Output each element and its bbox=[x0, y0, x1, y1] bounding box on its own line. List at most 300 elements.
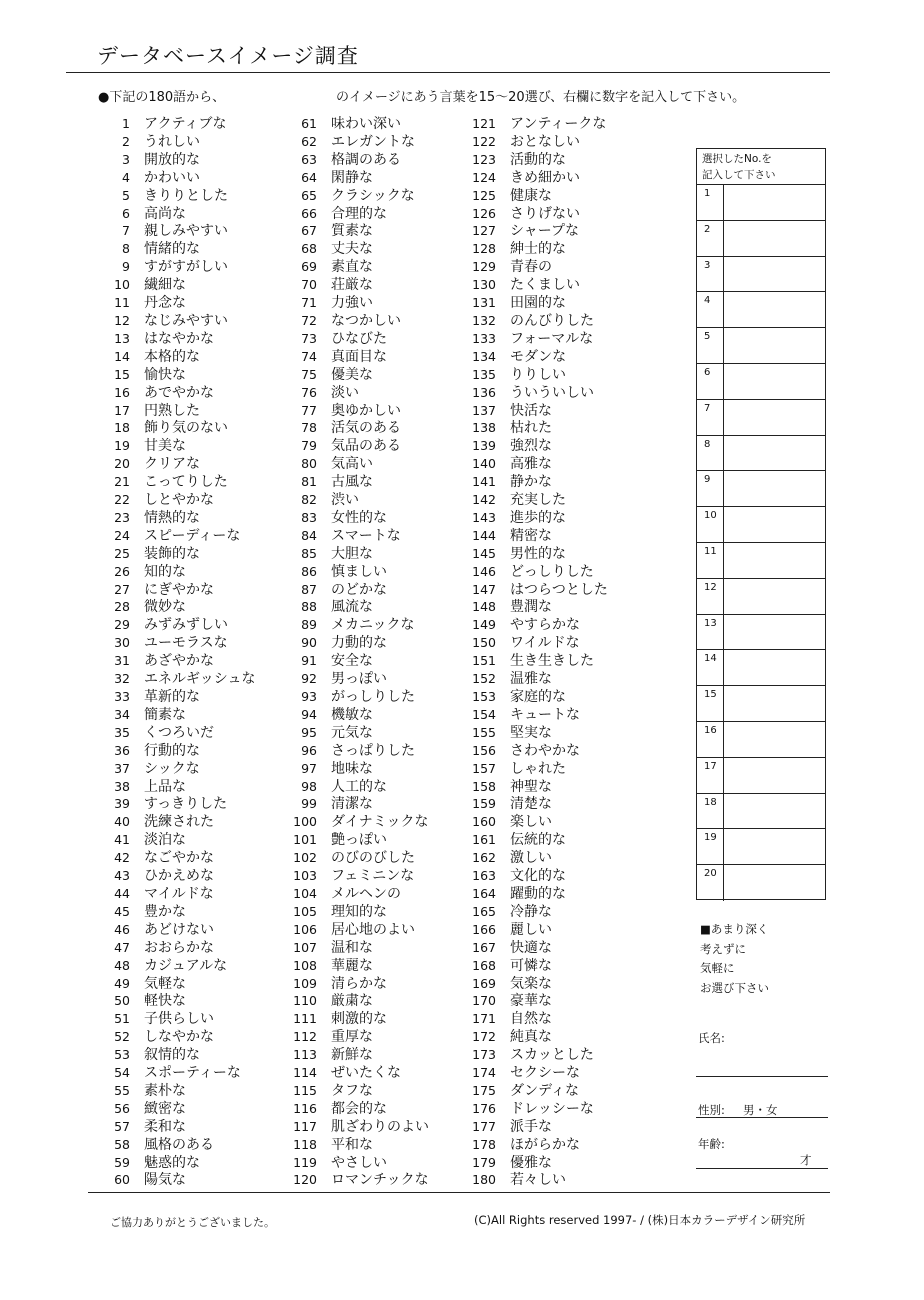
word-number: 179 bbox=[472, 1154, 496, 1170]
word-text: 文化的な bbox=[510, 868, 566, 885]
word-number: 82 bbox=[301, 492, 317, 508]
word-text: 温和な bbox=[331, 939, 373, 956]
word-item bbox=[466, 205, 608, 223]
word-text: カジュアルな bbox=[144, 957, 228, 974]
word-item bbox=[100, 1046, 255, 1064]
word-number: 159 bbox=[472, 796, 496, 812]
note-line-1: ■あまり深く bbox=[700, 922, 769, 936]
word-item bbox=[100, 527, 255, 545]
word-text: 活動的な bbox=[510, 151, 566, 168]
word-text: 元気な bbox=[331, 724, 373, 741]
word-number: 105 bbox=[293, 903, 317, 919]
answer-row-number: 2 bbox=[697, 221, 724, 256]
answer-input-cell[interactable] bbox=[724, 686, 825, 721]
answer-input-cell[interactable] bbox=[724, 400, 825, 435]
word-item bbox=[285, 1154, 429, 1172]
word-item bbox=[100, 903, 255, 921]
word-item bbox=[285, 545, 429, 563]
answer-row-number: 18 bbox=[697, 794, 724, 829]
answer-row-number: 11 bbox=[697, 543, 724, 578]
answer-row-number: 6 bbox=[697, 364, 724, 399]
word-item bbox=[466, 688, 608, 706]
word-item bbox=[100, 634, 255, 652]
word-number: 41 bbox=[114, 832, 130, 848]
word-item bbox=[285, 455, 429, 473]
word-number: 19 bbox=[114, 438, 130, 454]
gender-field bbox=[696, 1117, 828, 1118]
word-text: ダイナミックな bbox=[331, 814, 429, 831]
answer-input-cell[interactable] bbox=[724, 364, 825, 399]
word-text: 円熟した bbox=[144, 402, 200, 419]
word-text: 厳粛な bbox=[331, 993, 373, 1010]
answer-input-cell[interactable] bbox=[724, 650, 825, 685]
word-item bbox=[285, 957, 429, 975]
word-number: 21 bbox=[114, 474, 130, 490]
word-item bbox=[466, 652, 608, 670]
word-text: しゃれた bbox=[510, 760, 566, 777]
word-item bbox=[100, 724, 255, 742]
word-number: 55 bbox=[114, 1082, 130, 1098]
age-field[interactable] bbox=[696, 1168, 828, 1169]
word-item bbox=[466, 760, 608, 778]
word-number: 113 bbox=[293, 1047, 317, 1063]
word-number: 6 bbox=[122, 205, 130, 221]
word-text: 力動的な bbox=[331, 635, 387, 652]
answer-input-cell[interactable] bbox=[724, 185, 825, 220]
word-item bbox=[285, 831, 429, 849]
name-field[interactable] bbox=[696, 1076, 828, 1077]
word-text: 丈夫な bbox=[331, 241, 373, 258]
word-number: 110 bbox=[293, 993, 317, 1009]
word-item bbox=[285, 205, 429, 223]
answer-row bbox=[697, 865, 825, 901]
word-text: きりりとした bbox=[144, 187, 228, 204]
word-item bbox=[285, 992, 429, 1010]
answer-input-cell[interactable] bbox=[724, 722, 825, 757]
word-item bbox=[466, 975, 608, 993]
word-text: 簡素な bbox=[144, 706, 186, 723]
word-text: 刺激的な bbox=[331, 1011, 387, 1028]
word-text: さっぱりした bbox=[331, 742, 415, 759]
answer-input-cell[interactable] bbox=[724, 507, 825, 542]
word-text: 枯れた bbox=[510, 420, 552, 437]
word-text: アンティークな bbox=[510, 116, 607, 132]
word-item bbox=[285, 1028, 429, 1046]
answer-input-cell[interactable] bbox=[724, 221, 825, 256]
word-item bbox=[466, 849, 608, 867]
word-number: 14 bbox=[114, 348, 130, 364]
word-number: 95 bbox=[301, 724, 317, 740]
word-number: 132 bbox=[472, 312, 496, 328]
word-text: はなやかな bbox=[144, 330, 214, 347]
word-text: 激しい bbox=[510, 850, 552, 867]
word-number: 141 bbox=[472, 474, 496, 490]
answer-row bbox=[697, 686, 825, 722]
word-item bbox=[100, 795, 255, 813]
word-text: 力強い bbox=[331, 295, 373, 312]
word-item bbox=[285, 312, 429, 330]
word-number: 121 bbox=[472, 116, 496, 131]
word-text: 可憐な bbox=[510, 957, 552, 974]
word-text: やさしい bbox=[331, 1154, 387, 1171]
word-item bbox=[466, 742, 608, 760]
word-number: 130 bbox=[472, 277, 496, 293]
word-text: キュートな bbox=[510, 706, 580, 723]
word-item bbox=[285, 509, 429, 527]
note-line-4: お選び下さい bbox=[700, 980, 769, 995]
answer-row-number: 3 bbox=[697, 257, 724, 292]
word-text: 理知的な bbox=[331, 903, 387, 920]
word-item bbox=[466, 384, 608, 402]
word-text: うれしい bbox=[144, 133, 200, 150]
word-number: 156 bbox=[472, 742, 496, 758]
word-text: 人工的な bbox=[331, 778, 387, 795]
word-text: 素直な bbox=[331, 259, 373, 276]
word-text: 真面目な bbox=[331, 348, 387, 365]
word-number: 127 bbox=[472, 223, 496, 239]
word-item bbox=[285, 240, 429, 258]
answer-box bbox=[696, 148, 826, 900]
word-item bbox=[285, 1064, 429, 1082]
answer-row bbox=[697, 328, 825, 364]
word-number: 12 bbox=[114, 312, 130, 328]
answer-input-cell[interactable] bbox=[724, 543, 825, 578]
word-number: 131 bbox=[472, 295, 496, 311]
answer-row-number: 10 bbox=[697, 507, 724, 542]
word-item bbox=[466, 957, 608, 975]
word-number: 26 bbox=[114, 563, 130, 579]
word-item bbox=[100, 491, 255, 509]
word-number: 133 bbox=[472, 330, 496, 346]
word-text: しなやかな bbox=[144, 1029, 214, 1046]
word-number: 64 bbox=[301, 169, 317, 185]
word-number: 96 bbox=[301, 742, 317, 758]
word-number: 155 bbox=[472, 724, 496, 740]
word-number: 27 bbox=[114, 581, 130, 597]
word-text: 豊かな bbox=[144, 903, 186, 920]
word-number: 154 bbox=[472, 706, 496, 722]
word-item bbox=[466, 1010, 608, 1028]
word-number: 10 bbox=[114, 277, 130, 293]
word-number: 129 bbox=[472, 259, 496, 275]
word-text: ういういしい bbox=[510, 384, 594, 401]
word-text: 機敏な bbox=[331, 706, 373, 723]
word-text: たくましい bbox=[510, 277, 580, 294]
word-item bbox=[466, 1154, 608, 1172]
word-text: スマートな bbox=[331, 527, 401, 544]
word-item bbox=[285, 742, 429, 760]
word-item bbox=[466, 1171, 608, 1189]
word-number: 177 bbox=[472, 1118, 496, 1134]
word-text: 充実した bbox=[510, 492, 566, 509]
word-number: 15 bbox=[114, 366, 130, 382]
word-number: 85 bbox=[301, 545, 317, 561]
answer-row bbox=[697, 507, 825, 543]
answer-row bbox=[697, 543, 825, 579]
instruction-left: ●下記の180語から、 bbox=[98, 90, 226, 105]
word-item bbox=[466, 545, 608, 563]
word-number: 25 bbox=[114, 545, 130, 561]
word-number: 174 bbox=[472, 1065, 496, 1081]
answer-row bbox=[697, 364, 825, 400]
word-number: 32 bbox=[114, 671, 130, 687]
word-item bbox=[466, 598, 608, 616]
answer-row bbox=[697, 615, 825, 651]
word-text: 大胆な bbox=[331, 545, 373, 562]
answer-row bbox=[697, 185, 825, 221]
word-number: 36 bbox=[114, 742, 130, 758]
word-text: 優雅な bbox=[510, 1154, 552, 1171]
answer-row bbox=[697, 829, 825, 865]
gender-options[interactable]: 男・女 bbox=[743, 1103, 778, 1117]
word-text: 渋い bbox=[331, 492, 359, 509]
word-number: 164 bbox=[472, 885, 496, 901]
word-item bbox=[466, 795, 608, 813]
word-number: 67 bbox=[301, 223, 317, 239]
word-number: 84 bbox=[301, 527, 317, 543]
word-number: 178 bbox=[472, 1136, 496, 1152]
answer-row-number: 16 bbox=[697, 722, 724, 757]
word-item bbox=[285, 652, 429, 670]
word-number: 62 bbox=[301, 133, 317, 149]
word-text: セクシーな bbox=[510, 1065, 580, 1082]
answer-input-cell[interactable] bbox=[724, 436, 825, 471]
answer-row-number: 19 bbox=[697, 829, 724, 864]
word-text: メルヘンの bbox=[331, 885, 401, 902]
word-item bbox=[100, 957, 255, 975]
word-item bbox=[100, 831, 255, 849]
word-text: 安全な bbox=[331, 653, 373, 670]
word-text: あでやかな bbox=[144, 384, 214, 401]
word-text: フォーマルな bbox=[510, 330, 594, 347]
word-text: モダンな bbox=[510, 348, 567, 365]
word-number: 63 bbox=[301, 151, 317, 167]
answer-row bbox=[697, 579, 825, 615]
word-number: 29 bbox=[114, 617, 130, 633]
word-item bbox=[285, 527, 429, 545]
answer-row-number: 5 bbox=[697, 328, 724, 363]
word-item bbox=[100, 258, 255, 276]
word-item bbox=[285, 258, 429, 276]
answer-box-header-line2: 記入して下さい bbox=[702, 169, 776, 181]
word-text: マイルドな bbox=[144, 885, 214, 902]
word-item bbox=[466, 509, 608, 527]
word-item bbox=[466, 831, 608, 849]
word-number: 172 bbox=[472, 1029, 496, 1045]
word-number: 122 bbox=[472, 133, 496, 149]
word-item bbox=[100, 813, 255, 831]
word-item bbox=[100, 563, 255, 581]
word-text: 艶っぽい bbox=[331, 832, 387, 849]
answer-input-cell[interactable] bbox=[724, 471, 825, 506]
word-number: 52 bbox=[114, 1029, 130, 1045]
word-item bbox=[285, 724, 429, 742]
word-number: 102 bbox=[293, 850, 317, 866]
word-text: 愉快な bbox=[144, 366, 186, 383]
word-number: 87 bbox=[301, 581, 317, 597]
word-number: 128 bbox=[472, 241, 496, 257]
word-item bbox=[100, 616, 255, 634]
word-item bbox=[100, 294, 255, 312]
word-number: 92 bbox=[301, 671, 317, 687]
word-item bbox=[100, 455, 255, 473]
word-item bbox=[466, 1118, 608, 1136]
instruction-right: のイメージにあう言葉を15～20選び、右欄に数字を記入して下さい。 bbox=[336, 90, 746, 105]
word-text: 飾り気のない bbox=[144, 420, 228, 437]
answer-input-cell[interactable] bbox=[724, 328, 825, 363]
word-item bbox=[100, 366, 255, 384]
word-text: 温雅な bbox=[510, 671, 552, 688]
word-column-2 bbox=[285, 115, 429, 1189]
word-number: 66 bbox=[301, 205, 317, 221]
bottom-divider bbox=[88, 1192, 830, 1193]
word-item bbox=[466, 294, 608, 312]
word-number: 73 bbox=[301, 330, 317, 346]
word-number: 35 bbox=[114, 724, 130, 740]
word-item bbox=[466, 1082, 608, 1100]
word-number: 157 bbox=[472, 760, 496, 776]
instruction-note bbox=[700, 920, 769, 998]
word-item bbox=[285, 975, 429, 993]
word-item bbox=[466, 312, 608, 330]
word-item bbox=[100, 1100, 255, 1118]
word-text: 精密な bbox=[510, 527, 552, 544]
answer-input-cell[interactable] bbox=[724, 865, 825, 901]
word-text: エレガントな bbox=[331, 133, 415, 150]
word-item bbox=[100, 509, 255, 527]
word-number: 11 bbox=[114, 295, 130, 311]
word-item bbox=[285, 1046, 429, 1064]
word-number: 80 bbox=[301, 456, 317, 472]
answer-input-cell[interactable] bbox=[724, 794, 825, 829]
word-text: 魅惑的な bbox=[144, 1154, 200, 1171]
word-text: 慎ましい bbox=[331, 563, 387, 580]
word-number: 31 bbox=[114, 653, 130, 669]
word-item bbox=[466, 240, 608, 258]
word-number: 173 bbox=[472, 1047, 496, 1063]
word-text: かわいい bbox=[144, 169, 200, 186]
note-line-2: 考えずに bbox=[700, 941, 746, 956]
word-item bbox=[285, 939, 429, 957]
word-item bbox=[285, 795, 429, 813]
word-text: なじみやすい bbox=[144, 312, 228, 329]
word-text: 奥ゆかしい bbox=[331, 402, 401, 419]
word-number: 90 bbox=[301, 635, 317, 651]
word-text: フェミニンな bbox=[331, 868, 415, 885]
word-item bbox=[100, 205, 255, 223]
word-number: 89 bbox=[301, 617, 317, 633]
word-item bbox=[466, 491, 608, 509]
word-number: 44 bbox=[114, 885, 130, 901]
word-item bbox=[100, 939, 255, 957]
word-item bbox=[285, 473, 429, 491]
word-item bbox=[466, 133, 608, 151]
word-text: 丹念な bbox=[144, 295, 186, 312]
word-number: 76 bbox=[301, 384, 317, 400]
word-number: 78 bbox=[301, 420, 317, 436]
word-number: 136 bbox=[472, 384, 496, 400]
word-text: 活気のある bbox=[331, 420, 401, 437]
word-item bbox=[100, 670, 255, 688]
word-item bbox=[285, 885, 429, 903]
word-number: 107 bbox=[293, 939, 317, 955]
word-item bbox=[100, 1028, 255, 1046]
word-item bbox=[285, 563, 429, 581]
word-item bbox=[285, 760, 429, 778]
word-text: 装飾的な bbox=[144, 545, 200, 562]
word-text: メカニックな bbox=[331, 617, 415, 634]
word-item bbox=[466, 813, 608, 831]
word-text: 健康な bbox=[510, 187, 552, 204]
word-text: 男性的な bbox=[510, 545, 566, 562]
word-text: 古風な bbox=[331, 474, 373, 491]
word-text: 気品のある bbox=[331, 438, 401, 455]
word-text: しとやかな bbox=[144, 492, 214, 509]
answer-row bbox=[697, 650, 825, 686]
word-number: 134 bbox=[472, 348, 496, 364]
word-number: 135 bbox=[472, 366, 496, 382]
word-text: 新鮮な bbox=[331, 1047, 373, 1064]
word-number: 168 bbox=[472, 957, 496, 973]
word-item bbox=[285, 1100, 429, 1118]
answer-input-cell[interactable] bbox=[724, 615, 825, 650]
word-number: 75 bbox=[301, 366, 317, 382]
word-number: 111 bbox=[293, 1011, 317, 1027]
word-text: 楽しい bbox=[510, 814, 552, 831]
answer-input-cell[interactable] bbox=[724, 579, 825, 614]
word-text: 情熱的な bbox=[144, 509, 200, 526]
word-item bbox=[100, 348, 255, 366]
age-unit: 才 bbox=[800, 1153, 812, 1167]
word-number: 148 bbox=[472, 599, 496, 615]
word-item bbox=[100, 598, 255, 616]
answer-input-cell[interactable] bbox=[724, 758, 825, 793]
answer-input-cell[interactable] bbox=[724, 829, 825, 864]
answer-row-number: 12 bbox=[697, 579, 724, 614]
word-number: 71 bbox=[301, 295, 317, 311]
word-text: 快適な bbox=[510, 939, 552, 956]
word-item bbox=[466, 455, 608, 473]
answer-input-cell[interactable] bbox=[724, 257, 825, 292]
word-item bbox=[466, 616, 608, 634]
answer-input-cell[interactable] bbox=[724, 292, 825, 327]
word-text: ワイルドな bbox=[510, 635, 580, 652]
word-text: 風格のある bbox=[144, 1136, 214, 1153]
word-item bbox=[466, 885, 608, 903]
word-item bbox=[466, 276, 608, 294]
word-item bbox=[285, 670, 429, 688]
word-number: 20 bbox=[114, 456, 130, 472]
word-text: ひかえめな bbox=[144, 868, 214, 885]
word-item bbox=[466, 366, 608, 384]
word-item bbox=[285, 151, 429, 169]
word-text: ロマンチックな bbox=[331, 1172, 429, 1189]
word-item bbox=[466, 1046, 608, 1064]
footer-copyright: (C)All Rights reserved 1997- / (株)日本カラーデザイン研究所 bbox=[474, 1213, 806, 1227]
word-number: 161 bbox=[472, 832, 496, 848]
answer-row bbox=[697, 436, 825, 472]
word-item bbox=[100, 187, 255, 205]
word-text: ダンディな bbox=[510, 1082, 580, 1099]
word-number: 53 bbox=[114, 1047, 130, 1063]
word-number: 99 bbox=[301, 796, 317, 812]
word-item bbox=[466, 992, 608, 1010]
word-item bbox=[100, 849, 255, 867]
word-item bbox=[285, 616, 429, 634]
word-item bbox=[285, 581, 429, 599]
word-text: 自然な bbox=[510, 1011, 552, 1028]
word-number: 108 bbox=[293, 957, 317, 973]
